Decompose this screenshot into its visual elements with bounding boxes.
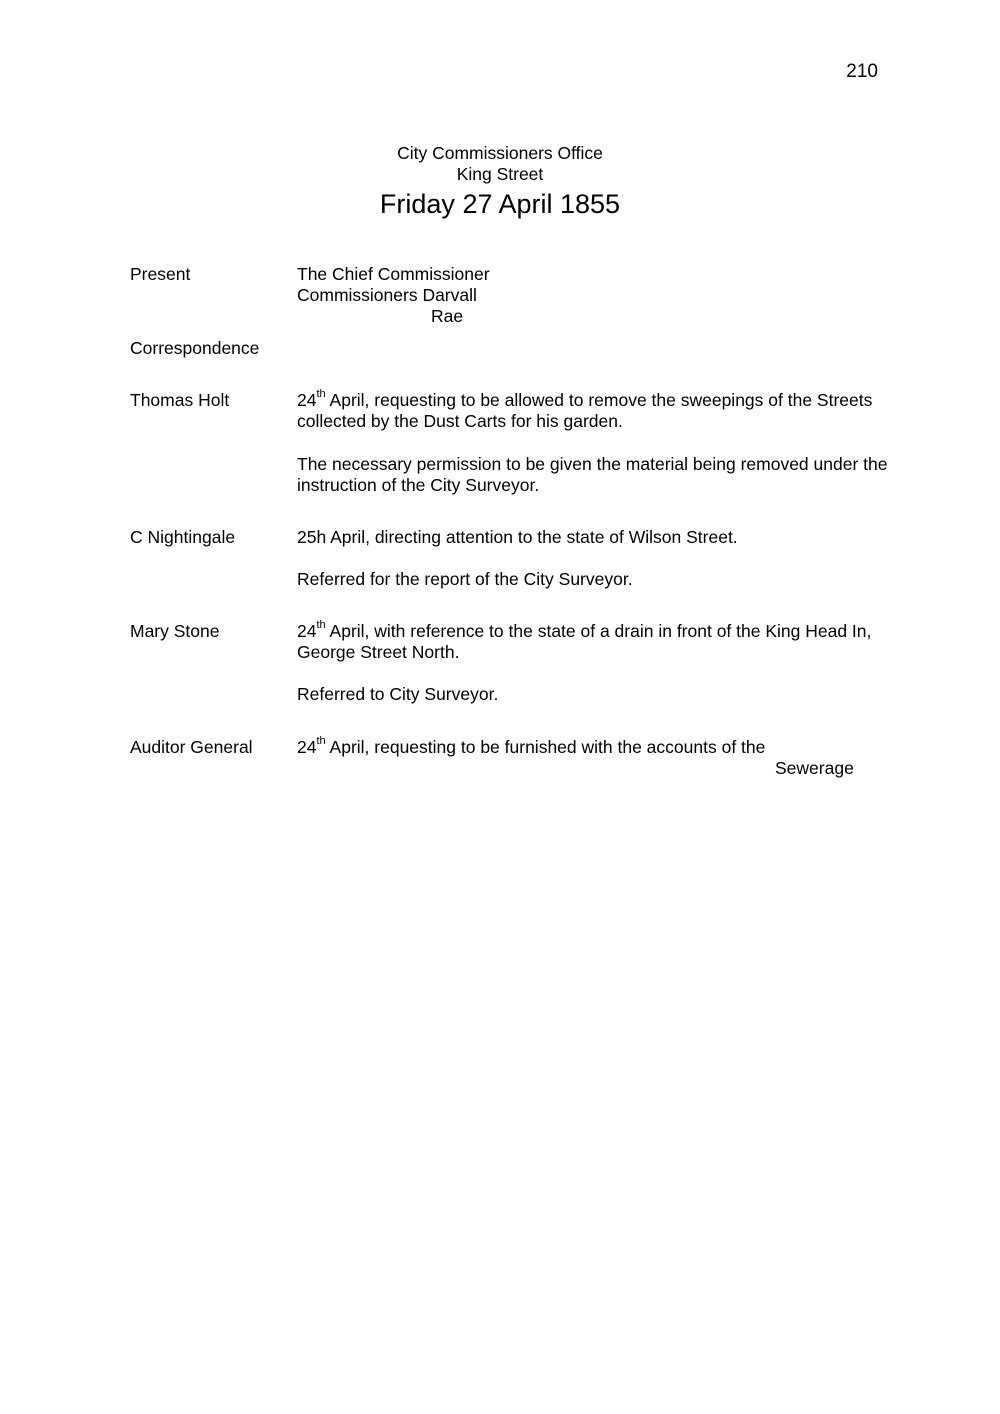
correspondence-heading: Correspondence: [130, 338, 260, 358]
letter-day: 24: [297, 621, 317, 641]
entry-resolution-c-nightingale: [297, 569, 917, 590]
meeting-date: Friday 27 April 1855: [379, 189, 621, 219]
present-line-1: The Chief Commissioner: [297, 264, 490, 284]
present-label: Present: [130, 264, 191, 284]
entry-resolution-thomas-holt: [297, 454, 917, 496]
letter-day: 24: [297, 737, 317, 757]
entry-letter-thomas-holt: [297, 390, 917, 432]
page-number: 210: [846, 61, 878, 82]
letter-day-suffix: th: [316, 735, 326, 748]
entry-name-mary-stone: Mary Stone: [130, 621, 220, 641]
entry-name-auditor-general: Auditor General: [130, 737, 253, 757]
entry-name-c-nightingale: C Nightingale: [130, 527, 236, 547]
letter-text: April, with reference to the state of a drain in front of the King Head In, George Street North.: [297, 621, 872, 662]
entry-letter-mary-stone: [297, 621, 917, 663]
street-name: King Street: [456, 164, 544, 184]
letter-text: April, requesting to be furnished with the accounts of the: [325, 737, 766, 757]
entry-letter-auditor-general: [297, 737, 917, 758]
letter-day-suffix: th: [316, 388, 326, 401]
resolution-text: The necessary permission to be given the material being removed under the instruction of the City Surveyor.: [297, 454, 888, 495]
present-line-2: Commissioners Darvall: [297, 285, 477, 305]
catchword: Sewerage: [775, 758, 854, 778]
resolution-text: Referred for the report of the City Surveyor.: [297, 569, 633, 589]
entry-name-thomas-holt: Thomas Holt: [130, 390, 230, 410]
letter-day: 24: [297, 390, 317, 410]
letter-text: April, requesting to be allowed to remove the sweepings of the Streets collected by the Dust Carts for his garden.: [297, 390, 873, 431]
letter-day-suffix: th: [316, 619, 326, 632]
entry-resolution-mary-stone: [297, 684, 917, 705]
office-name: City Commissioners Office: [397, 143, 603, 163]
resolution-text: Referred to City Surveyor.: [297, 684, 499, 704]
present-line-3: Rae: [431, 306, 464, 326]
letter-text: 25h April, directing attention to the state of Wilson Street.: [297, 527, 738, 547]
entry-letter-c-nightingale: [297, 527, 917, 548]
document-header: [0, 143, 1000, 221]
